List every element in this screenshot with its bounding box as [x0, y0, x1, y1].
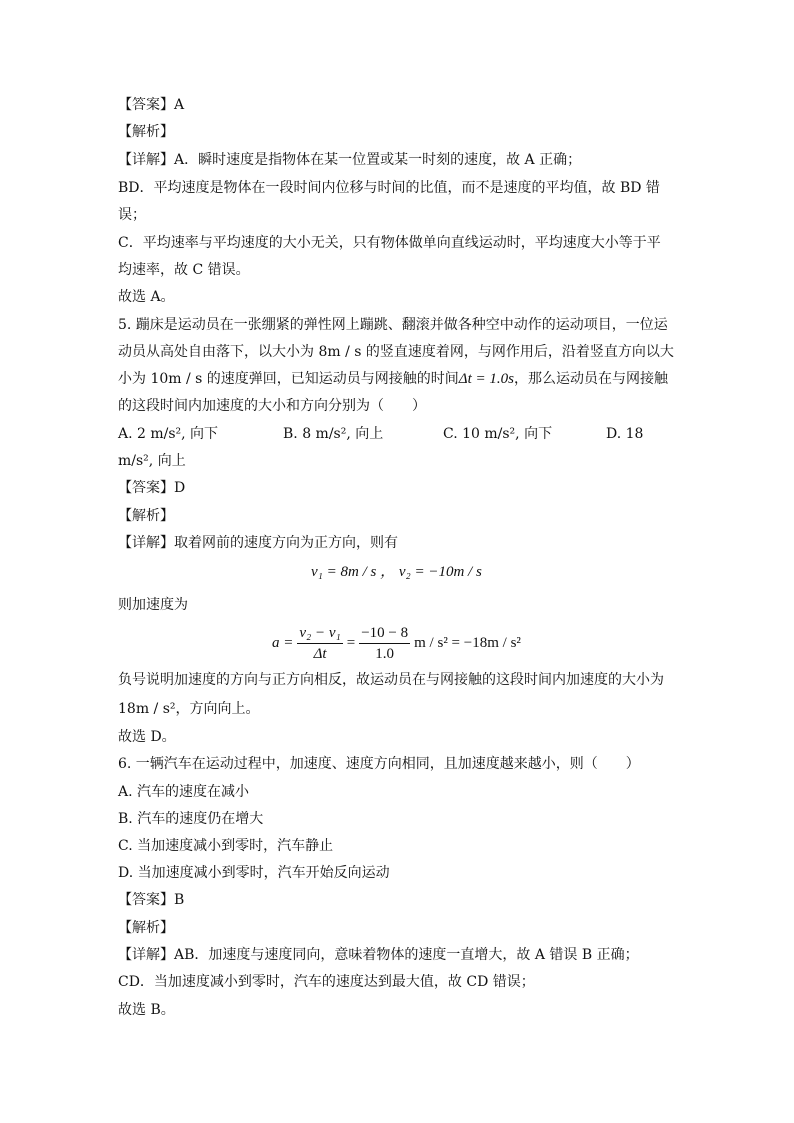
- q5-delta-t: Δt = 1.0s: [458, 371, 514, 387]
- q5-then-label: 则加速度为: [118, 597, 188, 613]
- q4-c-line2: 均速率，故 C 错误。: [118, 262, 250, 278]
- q4-choose: 故选 A。: [118, 289, 175, 305]
- q4-c-line1: C．平均速率与平均速度的大小无关，只有物体做单向直线运动时，平均速度大小等于平: [118, 235, 661, 251]
- q5-option-c: C. 10 m/s², 向下: [443, 426, 553, 442]
- q5-stem-line3-b: ，那么运动员在与网接触: [513, 371, 668, 387]
- q5-explain-line2: 18m / s²，方向向上。: [118, 701, 260, 717]
- q5-equation-acceleration: [272, 620, 521, 666]
- eq-fraction-2-num: −10 − 8: [359, 624, 410, 644]
- q5-stem-line3-a: 小为 10m / s 的速度弹回，已知运动员与网接触的时间: [118, 371, 459, 387]
- q5-option-d: D. 18: [606, 426, 644, 442]
- eq-rhs: m / s² = −18m / s²: [414, 635, 521, 651]
- eq-equals: =: [346, 635, 356, 651]
- q6-stem: 6. 一辆汽车在运动过程中，加速度、速度方向相同，且加速度越来越小，则（ ）: [118, 756, 640, 772]
- eq-fraction-2-den: 1.0: [375, 645, 395, 662]
- eq-fraction-1-num: v₂ − v₁: [297, 624, 342, 644]
- q5-option-a: A. 2 m/s², 向下: [118, 426, 219, 442]
- q4-detail: 【详解】A．瞬时速度是指物体在某一位置或某一时刻的速度，故 A 正确；: [118, 152, 582, 168]
- q5-stem-line1: 5. 蹦床是运动员在一张绷紧的弹性网上蹦跳、翻滚并做各种空中动作的运动项目，一位运: [118, 317, 668, 333]
- q5-stem-line4: 的这段时间内加速度的大小和方向分别为（ ）: [118, 398, 426, 414]
- q6-analysis-label: 【解析】: [118, 920, 174, 936]
- q5-choose: 故选 D。: [118, 729, 176, 745]
- q5-stem-line2: 动员从高处自由落下，以大小为 8m / s 的竖直速度着网，与网作用后，沿着竖直方向以大: [118, 344, 674, 360]
- q5-option-b: B. 8 m/s², 向上: [283, 426, 384, 442]
- q6-cd: CD．当加速度减小到零时，汽车的速度达到最大值，故 CD 错误；: [118, 974, 535, 990]
- q6-choose: 故选 B。: [118, 1002, 175, 1018]
- q5-analysis-label: 【解析】: [118, 508, 174, 524]
- q5-detail: 【详解】取着网前的速度方向为正方向，则有: [118, 535, 398, 551]
- q4-bd-line1: BD．平均速度是物体在一段时间内位移与时间的比值，而不是速度的平均值，故 BD 错: [118, 180, 660, 196]
- q6-option-a: A. 汽车的速度在减小: [118, 784, 250, 800]
- q6-option-b: B. 汽车的速度仍在增大: [118, 811, 264, 827]
- q5-equation-velocities: v₁ = 8m / s ， v₂ = −10m / s: [311, 564, 482, 580]
- eq-fraction-1-den: Δt: [313, 645, 327, 662]
- q4-bd-line2: 误；: [118, 207, 146, 223]
- q4-answer: 【答案】A: [118, 97, 185, 113]
- eq-fraction-2: [359, 624, 410, 663]
- q5-stem-line3: [118, 369, 668, 389]
- q5-option-d-cont: m/s², 向上: [118, 453, 186, 469]
- q6-option-d: D. 当加速度减小到零时，汽车开始反向运动: [118, 865, 390, 881]
- q6-detail: 【详解】AB．加速度与速度同向，意味着物体的速度一直增大，故 A 错误 B 正确；: [118, 947, 639, 963]
- eq-fraction-1: [297, 624, 342, 663]
- eq-lhs: a =: [272, 635, 294, 651]
- q6-answer: 【答案】B: [118, 892, 185, 908]
- q6-option-c: C. 当加速度减小到零时，汽车静止: [118, 838, 334, 854]
- q5-answer: 【答案】D: [118, 480, 186, 496]
- q5-explain-line1: 负号说明加速度的方向与正方向相反，故运动员在与网接触的这段时间内加速度的大小为: [118, 672, 664, 688]
- q4-analysis-label: 【解析】: [118, 124, 174, 140]
